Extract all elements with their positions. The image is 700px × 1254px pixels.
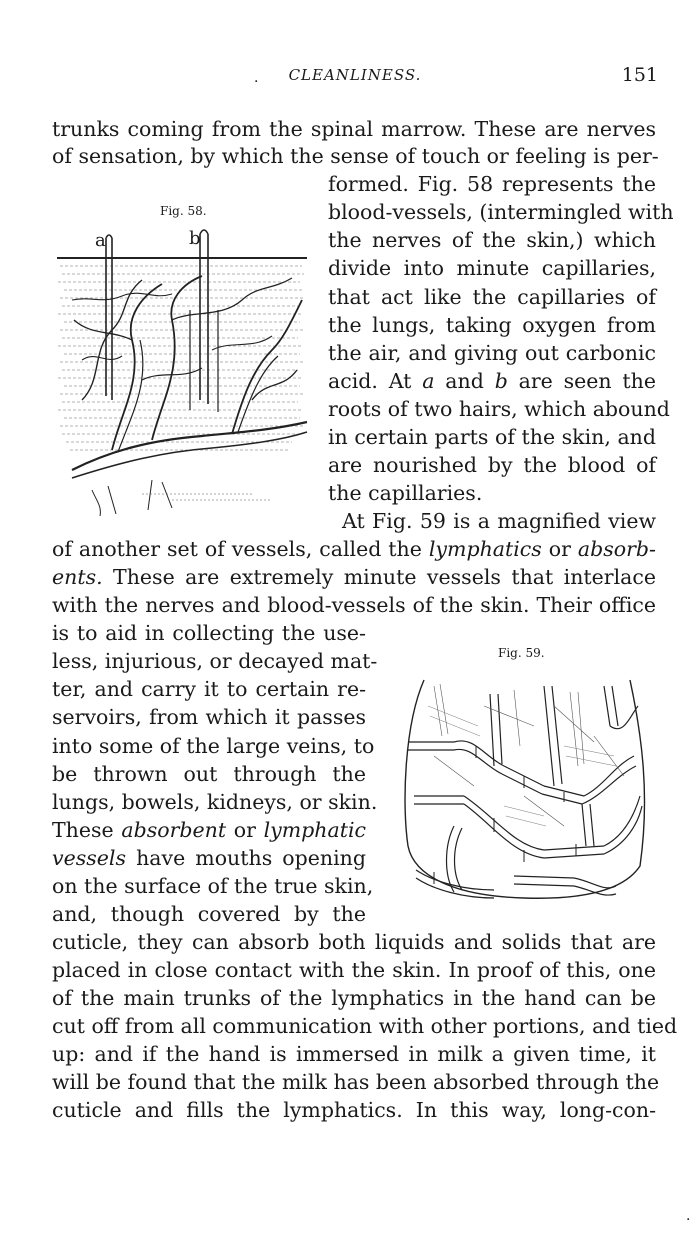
print-fleck: · (254, 74, 259, 90)
text-line-21: ter, and carry it to certain re- (52, 677, 366, 701)
text-line-10: acid. At a and b are seen the (328, 369, 656, 393)
text-line-35: will be found that the milk has been absorbed through the (52, 1070, 660, 1094)
text-line-26: These absorbent or lymphatic (52, 818, 366, 842)
text-line-11: roots of two hairs, which abound (328, 397, 670, 421)
text-line-4: blood-vessels, (intermingled with (328, 200, 674, 224)
figure-58-marker-a: a (95, 230, 106, 251)
figure-58-caption: Fig. 58. (160, 204, 207, 218)
text-line-6: divide into minute capillaries, (328, 256, 656, 280)
text-line-27: vessels have mouths opening (52, 846, 366, 870)
lymphatic-vessels-illustration (394, 646, 660, 912)
text-line-18: with the nerves and blood-vessels of the skin. Their office (52, 593, 656, 617)
text-line-20: less, injurious, or decayed mat- (52, 649, 378, 673)
text-line-13: are nourished by the blood of (328, 453, 656, 477)
text-line-17: ents. These are extremely minute vessels that interlace (52, 565, 656, 589)
text-line-14: the capillaries. (328, 481, 483, 505)
print-fleck: · (686, 1212, 691, 1228)
text-line-2: of sensation, by which the sense of touch or feeling is per- (52, 144, 659, 168)
figure-58-marker-b: b (189, 228, 201, 249)
text-line-16: of another set of vessels, called the lymphatics or absorb- (52, 537, 656, 561)
text-line-9: the air, and giving out carbonic (328, 341, 656, 365)
running-title: CLEANLINESS. (288, 66, 422, 84)
text-line-24: be thrown out through the (52, 762, 366, 786)
text-line-8: the lungs, taking oxygen from (328, 313, 656, 337)
text-line-7: that act like the capillaries of (328, 285, 656, 309)
figure-58 (52, 200, 320, 518)
figure-59-caption: Fig. 59. (498, 646, 545, 660)
figure-59 (394, 646, 660, 912)
text-line-30: cuticle, they can absorb both liquids and solids that are (52, 930, 656, 954)
text-line-12: in certain parts of the skin, and (328, 425, 656, 449)
text-line-5: the nerves of the skin,) which (328, 228, 656, 252)
text-line-33: cut off from all communication with other portions, and tied (52, 1014, 678, 1038)
text-line-28: on the surface of the true skin, (52, 874, 374, 898)
text-line-34: up: and if the hand is immersed in milk a given time, it (52, 1042, 656, 1066)
page-header (50, 62, 660, 92)
page-number: 151 (621, 64, 658, 86)
text-line-22: servoirs, from which it passes (52, 705, 366, 729)
blood-vessel-illustration (52, 200, 320, 518)
text-line-15: At Fig. 59 is a magnified view (342, 509, 656, 533)
text-line-19: is to aid in collecting the use- (52, 621, 366, 645)
text-line-32: of the main trunks of the lymphatics in the hand can be (52, 986, 656, 1010)
text-line-23: into some of the large veins, to (52, 734, 375, 758)
text-line-25: lungs, bowels, kidneys, or skin. (52, 790, 378, 814)
text-line-36: cuticle and fills the lymphatics. In this way, long-con- (52, 1098, 656, 1122)
text-line-31: placed in close contact with the skin. In proof of this, one (52, 958, 656, 982)
text-line-29: and, though covered by the (52, 902, 366, 926)
text-line-3: formed. Fig. 58 represents the (328, 172, 656, 196)
text-line-1: trunks coming from the spinal marrow. These are nerves (52, 117, 656, 141)
